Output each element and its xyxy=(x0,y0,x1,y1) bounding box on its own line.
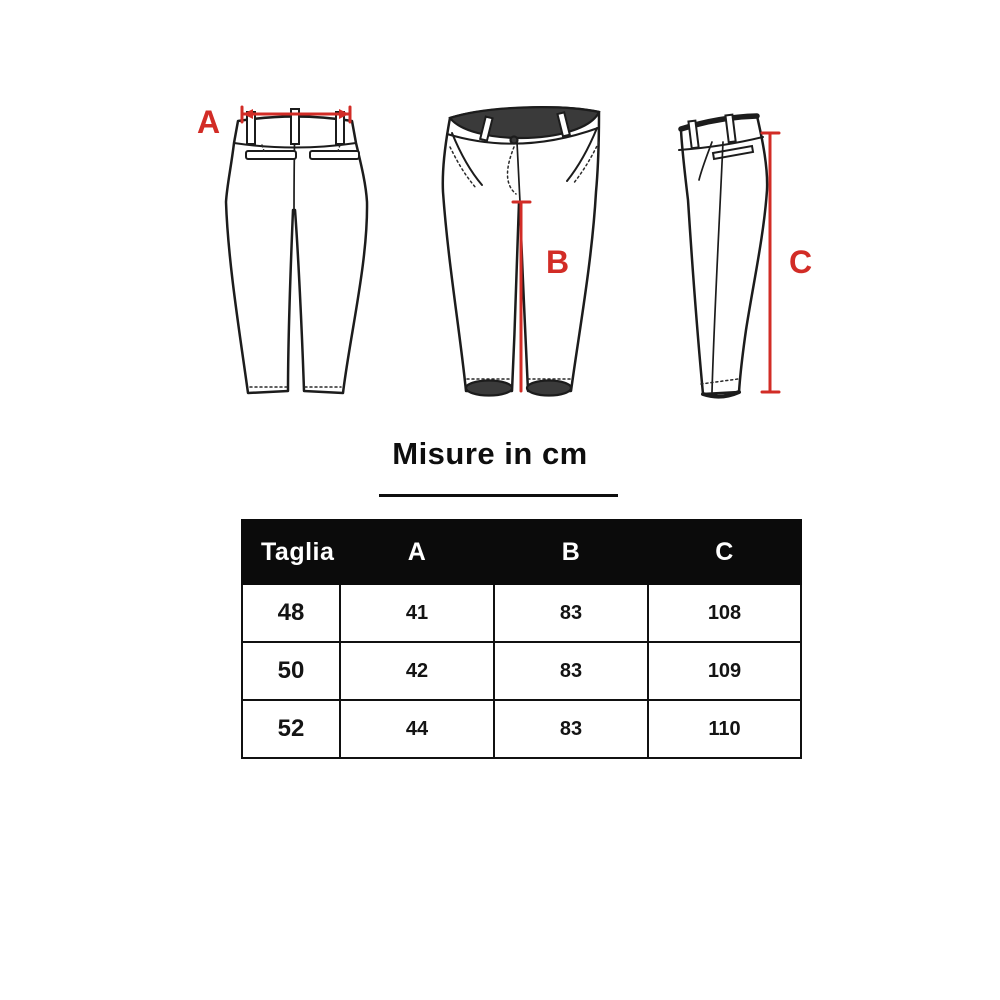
size-cell: 50 xyxy=(242,642,340,700)
measurement-cell: 44 xyxy=(340,700,494,758)
measurement-cell: 109 xyxy=(648,642,801,700)
measurement-cell: 41 xyxy=(340,584,494,642)
size-cell: 52 xyxy=(242,700,340,758)
pants-back-view-diagram xyxy=(185,95,385,415)
table-row-size-50 xyxy=(242,642,801,700)
measure-label-b: B xyxy=(546,244,570,280)
column-header-b: B xyxy=(494,520,648,584)
section-title-wrap xyxy=(190,436,790,472)
measurement-cell: 108 xyxy=(648,584,801,642)
table-row-size-48 xyxy=(242,584,801,642)
size-chart-header xyxy=(242,520,801,584)
measure-label-c: C xyxy=(789,244,813,280)
column-header-a: A xyxy=(340,520,494,584)
size-cell: 48 xyxy=(242,584,340,642)
size-chart-body xyxy=(242,584,801,758)
column-header-c: C xyxy=(648,520,801,584)
title-underline xyxy=(379,494,618,497)
table-row-size-52 xyxy=(242,700,801,758)
measure-label-a: A xyxy=(197,104,221,140)
back-pocket-left xyxy=(246,151,296,159)
measurement-cell: 110 xyxy=(648,700,801,758)
pants-side-drawing xyxy=(679,115,767,397)
hem-opening-right xyxy=(527,381,571,396)
hem-opening-left xyxy=(466,381,512,396)
column-header-taglia: Taglia xyxy=(242,520,340,584)
measurement-cell: 83 xyxy=(494,642,648,700)
measurement-cell: 42 xyxy=(340,642,494,700)
page-title: Misure in cm xyxy=(392,436,588,471)
pants-side-view-diagram xyxy=(655,95,820,415)
measurement-cell: 83 xyxy=(494,584,648,642)
header-row xyxy=(242,520,801,584)
measurement-cell: 83 xyxy=(494,700,648,758)
back-pocket-right xyxy=(310,151,359,159)
pants-front-view-diagram xyxy=(425,95,625,415)
size-chart-table xyxy=(241,519,802,759)
pants-back-drawing xyxy=(226,109,367,393)
